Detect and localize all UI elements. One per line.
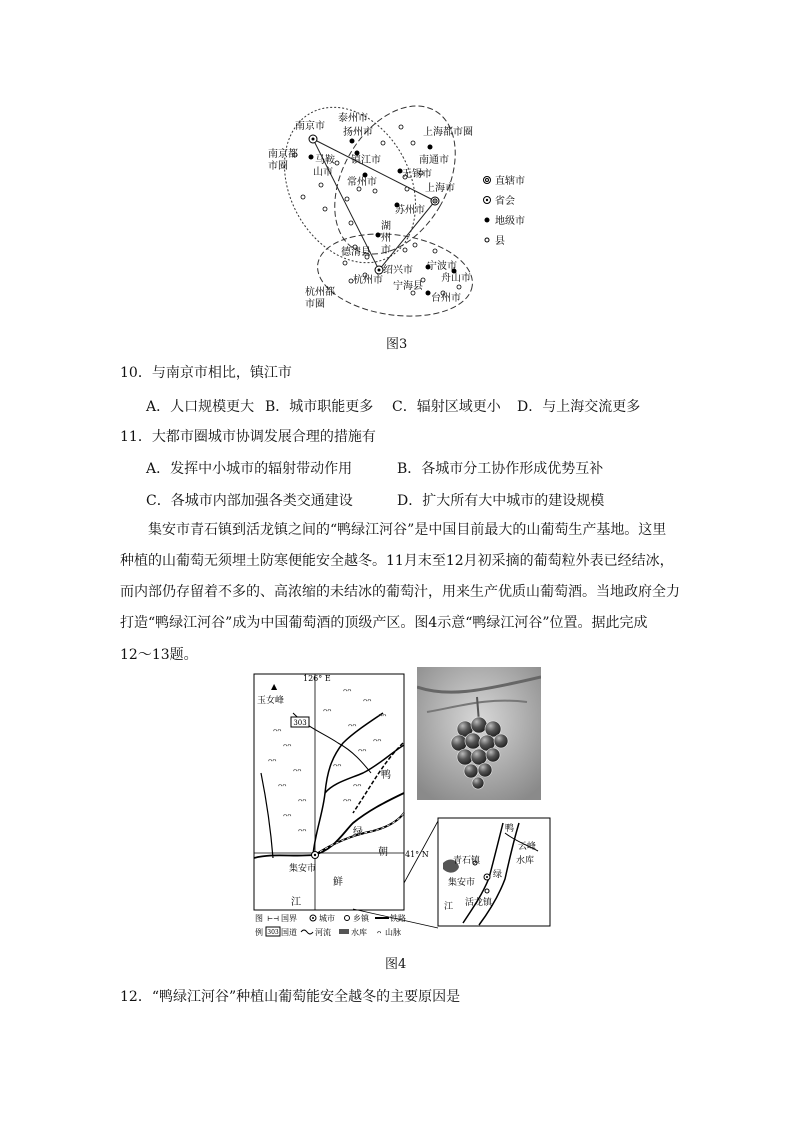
label-xian: 鲜 [333,877,343,888]
label-hangzhou: 杭州市 [353,275,383,286]
q10-option-c[interactable]: C．辐射区域更小 [392,399,501,415]
label-huzhou-3: 市 [381,245,391,256]
question-12-stem: 12．“鸭绿江河谷”种植山葡萄能安全越冬的主要原因是 [120,989,461,1005]
label-yunvfeng: 玉女峰 [257,696,285,706]
svg-text:ᴖᴖ: ᴖᴖ [283,812,292,820]
label-wuxi: 无锡市 [402,169,432,180]
svg-text:ᴖᴖ: ᴖᴖ [378,712,387,720]
inset-label-lu: 绿 [493,870,503,880]
svg-text:ᴖᴖ: ᴖᴖ [298,827,307,835]
svg-text:ᴖᴖ: ᴖᴖ [333,762,342,770]
legend-zhixiashi: 直辖市 [495,176,525,187]
question-11-stem: 11．大都市圈城市协调发展合理的措施有 [120,429,376,445]
label-suzhou: 苏州市 [395,205,425,216]
label-jian: 集安市 [289,864,317,874]
road-303-label: 303 [293,719,307,727]
figure-3-caption: 图3 [386,337,408,352]
legend-li: 例 [255,928,263,937]
label-lu: 绿 [353,827,363,838]
q11-option-c[interactable]: C．各城市内部加强各类交通建设 [146,493,353,509]
q10-option-b[interactable]: B．城市职能更多 [265,399,374,415]
label-huzhou-2: 州 [381,233,391,244]
svg-text:ᴖᴖ: ᴖᴖ [343,797,352,805]
label-hangzhou-circle-1: 杭州都 [305,287,335,298]
mountain-legend-icon: ᴖ [377,929,382,937]
label-nanjing: 南京市 [295,121,325,132]
svg-text:ᴖᴖ: ᴖᴖ [278,782,287,790]
label-maanshan-1: 马鞍 [315,155,335,166]
svg-text:ᴖᴖ: ᴖᴖ [293,767,302,775]
label-huzhou-1: 湖 [381,221,391,232]
label-nanjing-circle-2: 市圈 [268,161,288,172]
label-41n: 41° N [405,850,429,859]
label-deqing: 德清县 [341,247,371,258]
peak-icon: ▲ [271,682,278,691]
svg-text:ᴖᴖ: ᴖᴖ [358,747,367,755]
passage-line-3: 而内部仍存留着不多的、高浓缩的未结冰的葡萄汁，用来生产优质山葡萄酒。当地政府全力 [120,584,680,600]
label-ya: 鸭 [381,770,391,781]
label-hangzhou-circle-2: 市圈 [305,299,325,310]
label-chao: 朝 [378,847,388,858]
legend-road-num: 303 [267,929,279,936]
label-nantong: 南通市 [419,155,449,166]
q11-option-d[interactable]: D．扩大所有大中城市的建设规模 [397,493,605,509]
svg-text:ᴖᴖ: ᴖᴖ [343,687,352,695]
passage-line-5: 12～13题。 [120,647,198,663]
inset-label-ya: 鸭 [505,824,515,834]
svg-text:ᴖᴖ: ᴖᴖ [298,797,307,805]
legend-tu: 图 [255,914,263,923]
q10-option-a[interactable]: A．人口规模更大 [146,399,255,415]
fig3-legend-symbols [484,177,491,243]
frozen-grape-photo [417,667,541,800]
inset-label-reservoir: 水库 [516,856,535,866]
passage-line-4: 打造“鸭绿江河谷”成为中国葡萄酒的顶级产区。图4示意“鸭绿江河谷”位置。据此完成 [120,615,648,631]
label-126e: 126° E [303,674,331,683]
legend-xian: 县 [495,236,505,247]
legend-border: 国界 [281,914,297,923]
q11-option-b[interactable]: B．各城市分工协作形成优势互补 [397,461,604,477]
passage-line-2: 种植的山葡萄无须埋土防寒便能安全越冬。11月末至12月初采摘的葡萄粒外表已经结冰， [120,553,674,569]
svg-text:ᴖᴖ: ᴖᴖ [348,722,357,730]
label-zhenjiang: 镇江市 [351,155,381,166]
label-shaoxing: 绍兴市 [383,265,413,276]
label-shanghai-circle: 上海都市圈 [423,127,473,138]
label-taizhou-zj: 台州市 [431,293,461,304]
svg-text:ᴖᴖ: ᴖᴖ [363,697,372,705]
inset-label-huolong: 活龙镇 [465,898,493,908]
legend-shenghui: 省会 [495,196,515,207]
legend-town: 乡镇 [353,914,369,923]
label-zhoushan: 舟山市 [441,273,471,284]
inset-label-yunfeng: 云峰 [518,842,537,852]
legend-railway: 铁路 [390,914,406,923]
legend-reservoir: 水库 [351,928,367,937]
inset-label-jiang: 江 [444,902,454,912]
legend-dijishi: 地级市 [495,216,525,227]
q10-option-d[interactable]: D．与上海交流更多 [517,399,641,415]
inset-label-qingshi: 青石镇 [453,856,481,866]
legend-city: 城市 [319,914,335,923]
border-legend-icon: ⊢⊣ [267,915,280,923]
legend-river: 河流 [315,928,331,937]
label-taizhou: 泰州市 [338,113,368,124]
label-ninghai: 宁海县 [393,281,423,292]
passage-line-1: 集安市青石镇到活龙镇之间的“鸭绿江河谷”是中国目前最大的山葡萄生产基地。这里 [148,522,667,538]
figure-4-caption: 图4 [385,957,407,972]
q11-option-a[interactable]: A．发挥中小城市的辐射带动作用 [146,461,353,477]
inset-label-jian: 集安市 [448,878,476,888]
legend-highway: 国道 [281,928,297,937]
svg-text:ᴖᴖ: ᴖᴖ [323,707,332,715]
label-yangzhou: 扬州市 [343,127,373,138]
label-ningbo: 宁波市 [427,261,457,272]
label-maanshan-2: 山市 [313,167,333,178]
svg-text:ᴖᴖ: ᴖᴖ [268,757,277,765]
legend-mountain: 山脉 [385,928,401,937]
figure-3-map [255,105,555,320]
svg-text:ᴖᴖ: ᴖᴖ [353,782,362,790]
svg-text:ᴖᴖ: ᴖᴖ [283,742,292,750]
label-nanjing-circle-1: 南京都 [268,149,298,160]
label-shanghai: 上海市 [425,183,455,194]
question-10-stem: 10．与南京市相比，镇江市 [120,365,292,381]
label-changzhou: 常州市 [347,177,377,188]
svg-text:ᴖᴖ: ᴖᴖ [373,737,382,745]
svg-text:ᴖᴖ: ᴖᴖ [273,727,282,735]
label-jiang: 江 [291,897,301,908]
